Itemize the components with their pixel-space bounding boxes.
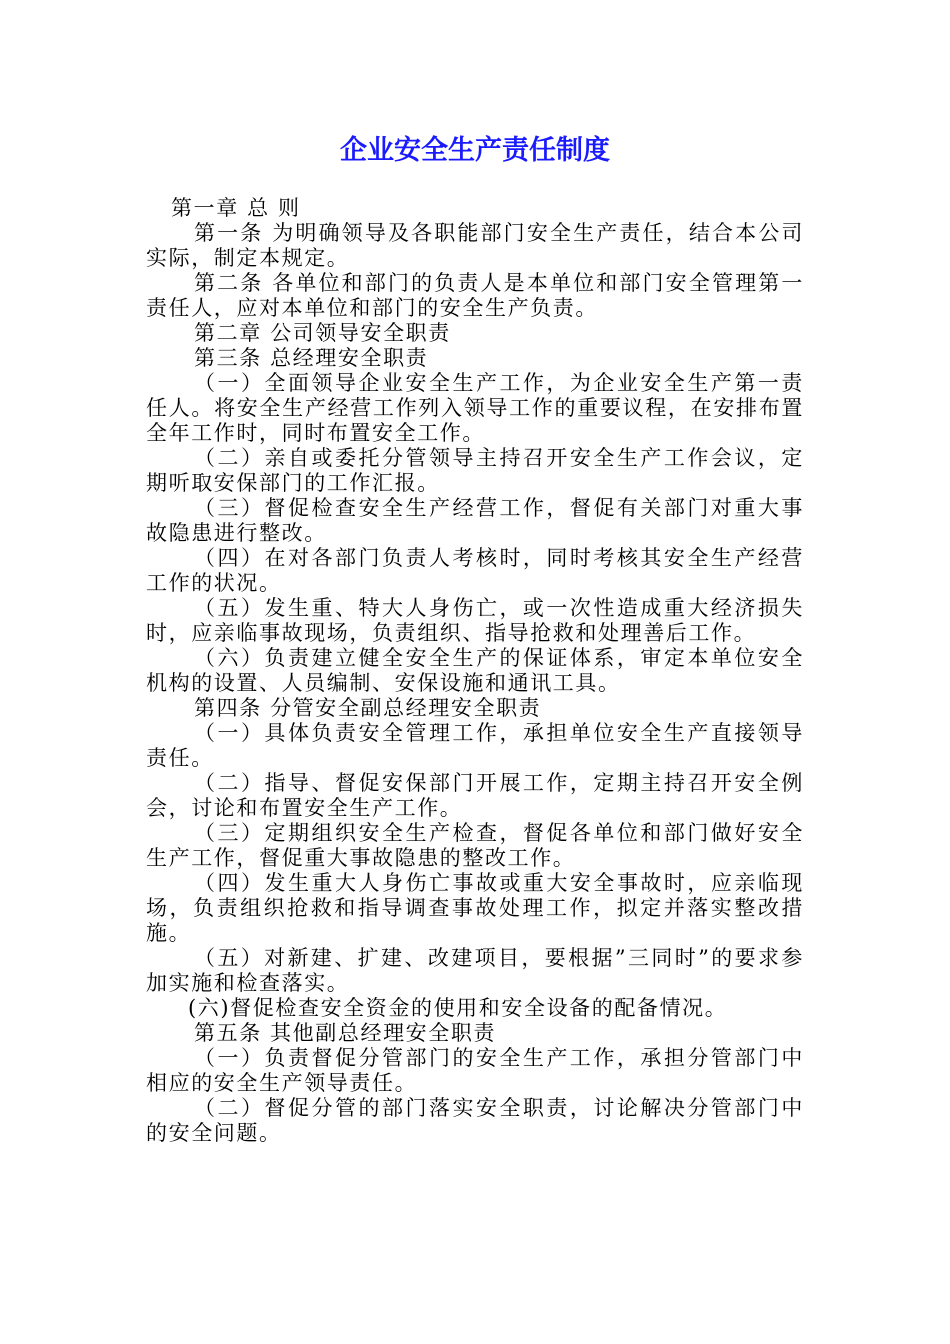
article-4-item-1: （一）具体负责安全管理工作，承担单位安全生产直接领导责任。 bbox=[146, 721, 804, 770]
article-5-heading: 第五条 其他副总经理安全职责 bbox=[194, 1021, 497, 1045]
article-3-item-4: （四）在对各部门负责人考核时，同时考核其安全生产经营工作的状况。 bbox=[146, 546, 804, 595]
article-4-item-3: （三）定期组织安全生产检查，督促各单位和部门做好安全生产工作，督促重大事故隐患的整改工作。 bbox=[146, 821, 804, 870]
document-title: 企业安全生产责任制度 bbox=[340, 135, 610, 166]
article-3-heading: 第三条 总经理安全职责 bbox=[194, 346, 429, 370]
article-4-heading: 第四条 分管安全副总经理安全职责 bbox=[194, 696, 542, 720]
chapter-heading-2: 第二章 公司领导安全职责 bbox=[194, 321, 451, 345]
article-2: 第二条 各单位和部门的负责人是本单位和部门安全管理第一责任人，应对本单位和部门的安全生产负责。 bbox=[146, 271, 804, 320]
article-3-item-3: （三）督促检查安全生产经营工作，督促有关部门对重大事故隐患进行整改。 bbox=[146, 496, 804, 545]
article-5-item-1: （一）负责督促分管部门的安全生产工作，承担分管部门中相应的安全生产领导责任。 bbox=[146, 1046, 804, 1095]
article-4-item-6: (六)督促检查安全资金的使用和安全设备的配备情况。 bbox=[188, 996, 728, 1020]
article-4-item-2: （二）指导、督促安保部门开展工作，定期主持召开安全例会，讨论和布置安全生产工作。 bbox=[146, 771, 804, 820]
article-4-item-5: （五）对新建、扩建、改建项目，要根据”三同时”的要求参加实施和检查落实。 bbox=[146, 946, 804, 995]
article-3-item-1: （一）全面领导企业安全生产工作，为企业安全生产第一责任人。将安全生产经营工作列入领导工作的重要议程，在安排布置全年工作时，同时布置安全工作。 bbox=[146, 371, 804, 445]
chapter-heading-1: 第一章 总 则 bbox=[171, 196, 301, 220]
document-body bbox=[146, 196, 804, 1146]
article-3-item-5: （五）发生重、特大人身伤亡，或一次性造成重大经济损失时，应亲临事故现场，负责组织、指导抢救和处理善后工作。 bbox=[146, 596, 804, 645]
article-3-item-6: （六）负责建立健全安全生产的保证体系，审定本单位安全机构的设置、人员编制、安保设施和通讯工具。 bbox=[146, 646, 804, 695]
article-3-item-2: （二）亲自或委托分管领导主持召开安全生产工作会议，定期听取安保部门的工作汇报。 bbox=[146, 446, 804, 495]
article-1: 第一条 为明确领导及各职能部门安全生产责任，结合本公司实际，制定本规定。 bbox=[146, 221, 804, 270]
article-4-item-4: （四）发生重大人身伤亡事故或重大安全事故时，应亲临现场，负责组织抢救和指导调查事故处理工作，拟定并落实整改措施。 bbox=[146, 871, 804, 945]
article-5-item-2: （二）督促分管的部门落实安全职责，讨论解决分管部门中的安全问题。 bbox=[146, 1096, 804, 1145]
